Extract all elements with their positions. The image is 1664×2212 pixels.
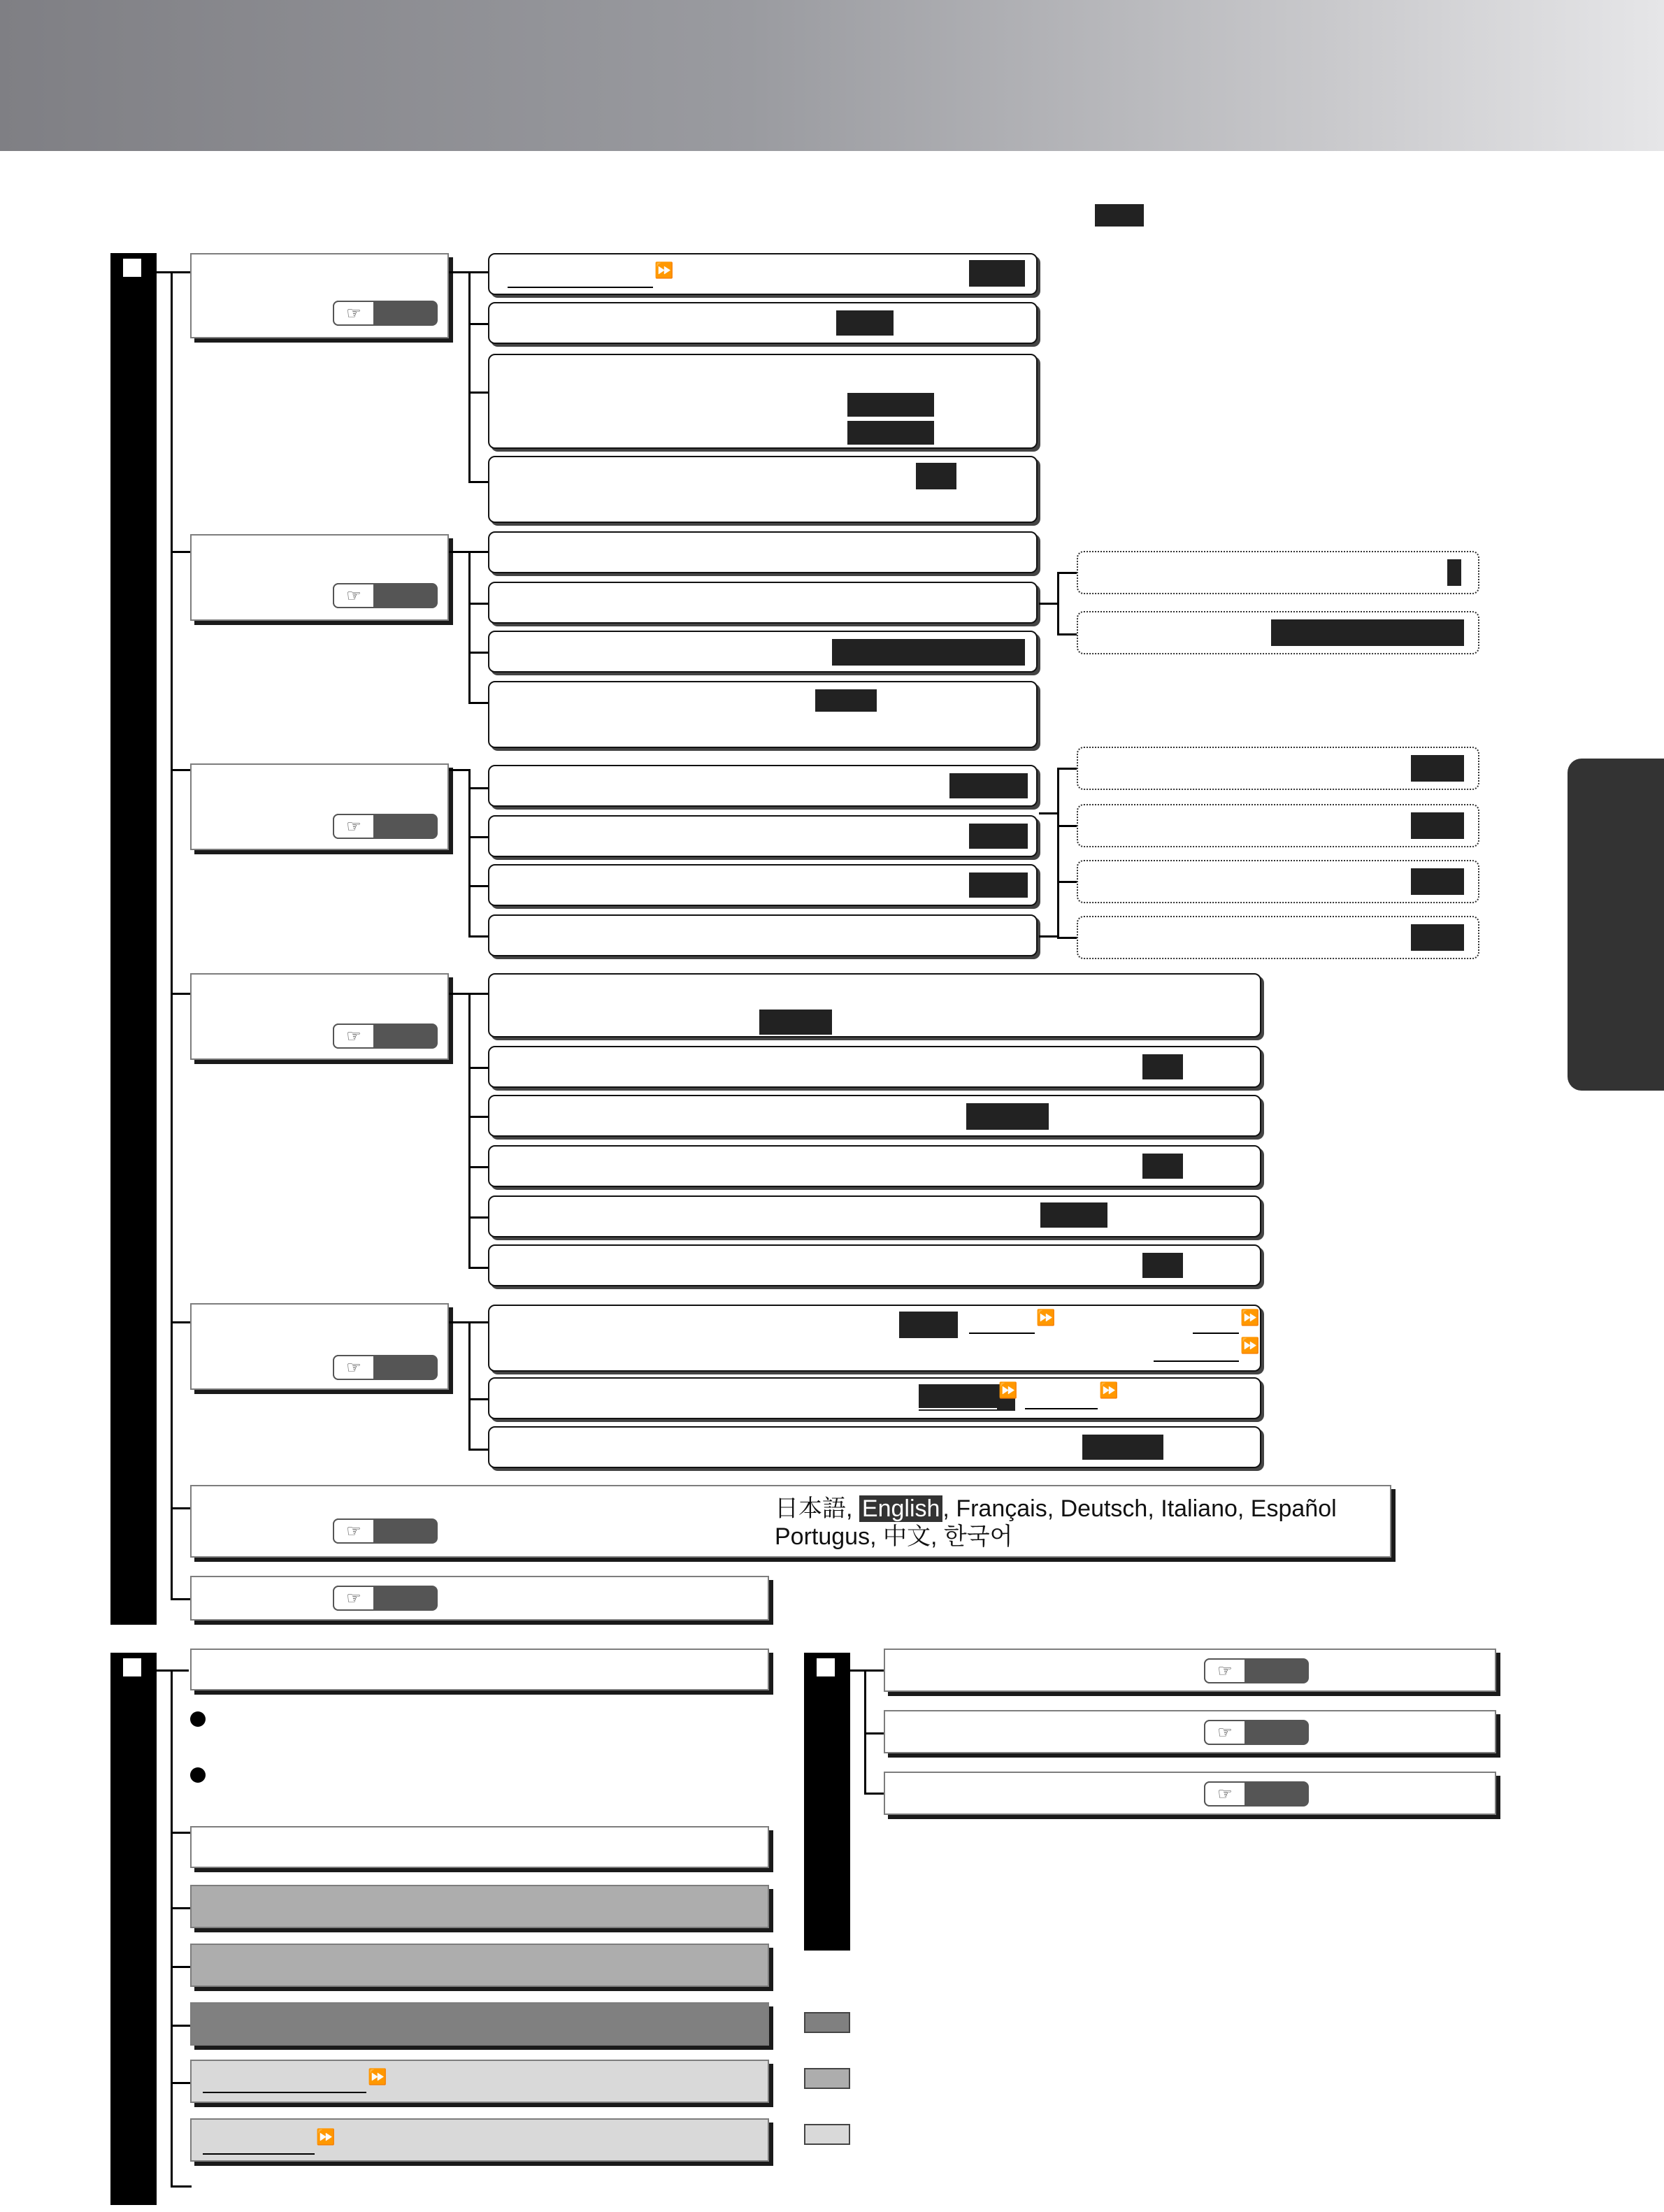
tree-branch [468, 1166, 489, 1168]
tree-branch [1057, 825, 1078, 827]
tree-trunk [171, 1669, 173, 2187]
tree-branch [171, 2185, 192, 2188]
reference-page-badge[interactable] [333, 1355, 438, 1380]
tree-branch [449, 993, 468, 995]
default-value-marker [1447, 559, 1461, 586]
default-value-marker [1142, 1253, 1183, 1278]
legend-swatch-light [804, 2124, 850, 2145]
tree-subtrunk [468, 993, 471, 1268]
language-option[interactable]: 한국어 [943, 1523, 1013, 1550]
tree-branch [864, 1793, 885, 1795]
menu-tree-bar-main [110, 253, 157, 1625]
underline [508, 287, 653, 288]
submenu-item[interactable] [488, 1377, 1261, 1419]
double-arrow-icon: ⏩ [1036, 1309, 1056, 1326]
tree-branch [468, 787, 489, 789]
language-option[interactable]: 中文 [883, 1523, 931, 1550]
menu-tree-bar-3 [804, 1653, 850, 1951]
hand-pointer-icon: ☞ [333, 1024, 375, 1049]
tree-branch [171, 1598, 192, 1600]
double-arrow-icon: ⏩ [368, 2068, 387, 2085]
default-value-marker [1040, 1202, 1107, 1228]
double-arrow-icon: ⏩ [1240, 1309, 1260, 1326]
menu-item[interactable] [884, 1772, 1496, 1815]
tree-branch [1057, 572, 1078, 574]
language-option[interactable]: Español [1250, 1495, 1337, 1522]
chapter-side-tab[interactable] [1568, 759, 1664, 1091]
tree-subtrunk [468, 769, 471, 937]
tree-branch [468, 652, 489, 654]
reference-page-badge[interactable] [1204, 1781, 1309, 1807]
tree-subtrunk [468, 551, 471, 703]
reference-page-badge[interactable] [333, 583, 438, 608]
tree-branch [1039, 812, 1059, 814]
tree-branch [449, 769, 468, 771]
menu-item-light-gray[interactable] [190, 2118, 769, 2162]
default-value-marker [969, 872, 1028, 898]
submenu-item[interactable] [488, 1305, 1261, 1372]
language-options-line-2: Portugus, 中文, 한국어 [775, 1523, 1013, 1550]
tree-branch [850, 1669, 885, 1672]
bullet-icon [190, 1767, 206, 1783]
language-option[interactable]: Portugus [775, 1523, 870, 1550]
default-value-marker [832, 639, 1025, 666]
submenu-item[interactable] [488, 815, 1038, 857]
tree-branch [171, 271, 192, 273]
tree-branch [468, 935, 489, 938]
tree-branch [468, 1321, 489, 1323]
default-value-marker [966, 1103, 1049, 1130]
reference-page-badge[interactable] [1204, 1658, 1309, 1683]
default-value-marker [1411, 924, 1464, 951]
tree-branch [468, 836, 489, 838]
reference-page-badge[interactable] [1204, 1720, 1309, 1745]
default-value-marker [1142, 1154, 1183, 1179]
default-value-legend-marker [1095, 204, 1144, 227]
reference-page-badge[interactable] [333, 301, 438, 326]
tree-branch [171, 1321, 192, 1323]
reference-page-badge[interactable] [333, 1024, 438, 1049]
tree-branch [468, 1449, 489, 1451]
menu-item[interactable] [190, 1649, 769, 1690]
tree-subtrunk [1057, 572, 1059, 635]
default-value-marker [847, 421, 934, 445]
default-value-marker [1082, 1435, 1163, 1460]
tree-branch [171, 1507, 192, 1509]
default-value-marker [899, 1312, 958, 1338]
tree-branch [1057, 937, 1078, 939]
language-option[interactable]: 日本語 [775, 1495, 846, 1522]
tree-branch [468, 481, 489, 483]
tree-branch [171, 769, 192, 771]
menu-tree-checkbox-main[interactable] [122, 257, 143, 278]
tree-branch [468, 1116, 489, 1118]
reference-page-badge[interactable] [333, 1586, 438, 1611]
double-arrow-icon: ⏩ [654, 261, 674, 279]
tree-branch [468, 1267, 489, 1269]
tree-trunk [171, 271, 173, 1600]
hand-pointer-icon: ☞ [333, 583, 375, 608]
default-value-marker [815, 689, 877, 712]
tree-branch [468, 993, 489, 995]
tree-branch [449, 551, 468, 553]
bullet-icon [190, 1711, 206, 1727]
default-value-marker [1411, 868, 1464, 895]
language-option[interactable]: Italiano [1161, 1495, 1238, 1522]
reference-page-badge[interactable] [333, 1518, 438, 1544]
menu-tree-checkbox-2[interactable] [122, 1657, 143, 1678]
underline [1025, 1408, 1098, 1409]
tree-branch [1057, 881, 1078, 883]
menu-tree-bar-2 [110, 1653, 157, 2205]
double-arrow-icon: ⏩ [1099, 1381, 1119, 1399]
underline [1154, 1360, 1239, 1362]
legend-swatch-dark [804, 2012, 850, 2033]
language-option[interactable]: Deutsch [1060, 1495, 1148, 1522]
legend-swatch-medium [804, 2068, 850, 2089]
menu-item-gray[interactable] [190, 1944, 769, 1987]
default-value-marker [1411, 812, 1464, 839]
tree-branch [449, 1321, 468, 1323]
tree-branch [468, 1216, 489, 1219]
tree-subtrunk [468, 1321, 471, 1450]
header-band [0, 0, 1664, 151]
tree-subtrunk [1057, 768, 1059, 938]
menu-item[interactable] [190, 1826, 769, 1868]
double-arrow-icon: ⏩ [1240, 1337, 1260, 1354]
default-value-marker [1271, 619, 1464, 646]
hand-pointer-icon: ☞ [1204, 1658, 1246, 1683]
hand-pointer-icon: ☞ [333, 301, 375, 326]
submenu-item[interactable] [488, 973, 1261, 1037]
menu-item-gray[interactable] [190, 1885, 769, 1928]
hand-pointer-icon: ☞ [333, 1586, 375, 1611]
tree-branch [171, 1907, 192, 1909]
tree-branch [449, 271, 468, 273]
submenu-item[interactable] [488, 582, 1038, 624]
tree-branch [468, 271, 489, 273]
submenu-item[interactable] [488, 253, 1038, 295]
tree-subtrunk [468, 271, 471, 482]
default-value-marker [949, 773, 1028, 798]
tree-branch [171, 2082, 192, 2084]
tree-trunk [864, 1669, 866, 1794]
tree-branch [864, 1732, 885, 1735]
tree-branch [468, 885, 489, 887]
tree-branch [468, 551, 489, 553]
submenu-item[interactable] [488, 302, 1038, 344]
default-value-marker [969, 824, 1028, 849]
tree-branch [468, 1398, 489, 1400]
tree-branch [1039, 935, 1059, 938]
hand-pointer-icon: ☞ [333, 1355, 375, 1380]
menu-item-light-gray[interactable] [190, 2060, 769, 2103]
submenu-item[interactable] [488, 354, 1038, 449]
default-value-marker [969, 260, 1025, 287]
underline [919, 1408, 997, 1409]
submenu-item[interactable] [488, 864, 1038, 906]
default-value-marker [847, 393, 934, 417]
tree-branch [468, 323, 489, 325]
default-value-marker [916, 463, 956, 489]
hand-pointer-icon: ☞ [333, 1518, 375, 1544]
menu-tree-checkbox-3[interactable] [815, 1657, 836, 1678]
double-arrow-icon: ⏩ [316, 2128, 336, 2146]
sub-option-item[interactable] [1077, 551, 1479, 594]
tree-branch [468, 702, 489, 704]
reference-page-badge[interactable] [333, 814, 438, 839]
tree-branch [171, 1966, 192, 1968]
default-value-marker [759, 1010, 832, 1035]
tree-branch [171, 551, 192, 553]
menu-item[interactable] [884, 1649, 1496, 1692]
menu-item-reset[interactable] [190, 1576, 769, 1621]
language-options-line-1: 日本語, English , Français, Deutsch, Italiano, Español [775, 1495, 1337, 1522]
tree-branch [468, 603, 489, 605]
underline [203, 2153, 315, 2155]
underline [203, 2092, 366, 2093]
language-option-selected[interactable]: English [859, 1495, 943, 1522]
tree-branch [171, 2025, 192, 2027]
tree-branch [171, 1832, 192, 1834]
tree-branch [1057, 633, 1078, 635]
submenu-item[interactable] [488, 1195, 1261, 1237]
language-option[interactable]: Français [956, 1495, 1047, 1522]
menu-item-dark-gray[interactable] [190, 2002, 769, 2046]
submenu-item[interactable] [488, 914, 1038, 956]
underline [969, 1333, 1035, 1334]
tree-branch [468, 1067, 489, 1069]
default-value-marker [836, 310, 894, 336]
underline [1193, 1333, 1239, 1334]
language-options [775, 1495, 1337, 1551]
submenu-item[interactable] [488, 531, 1038, 573]
menu-item[interactable] [884, 1710, 1496, 1753]
tree-branch [171, 993, 192, 995]
submenu-item[interactable] [488, 681, 1038, 748]
tree-branch [157, 1669, 189, 1672]
submenu-item[interactable] [488, 1095, 1261, 1137]
tree-branch [468, 392, 489, 394]
hand-pointer-icon: ☞ [333, 814, 375, 839]
tree-branch [1057, 768, 1078, 770]
tree-branch [1039, 603, 1059, 605]
hand-pointer-icon: ☞ [1204, 1720, 1246, 1745]
default-value-marker [1142, 1054, 1183, 1079]
default-value-marker [1411, 755, 1464, 782]
hand-pointer-icon: ☞ [1204, 1781, 1246, 1807]
double-arrow-icon: ⏩ [998, 1381, 1018, 1399]
